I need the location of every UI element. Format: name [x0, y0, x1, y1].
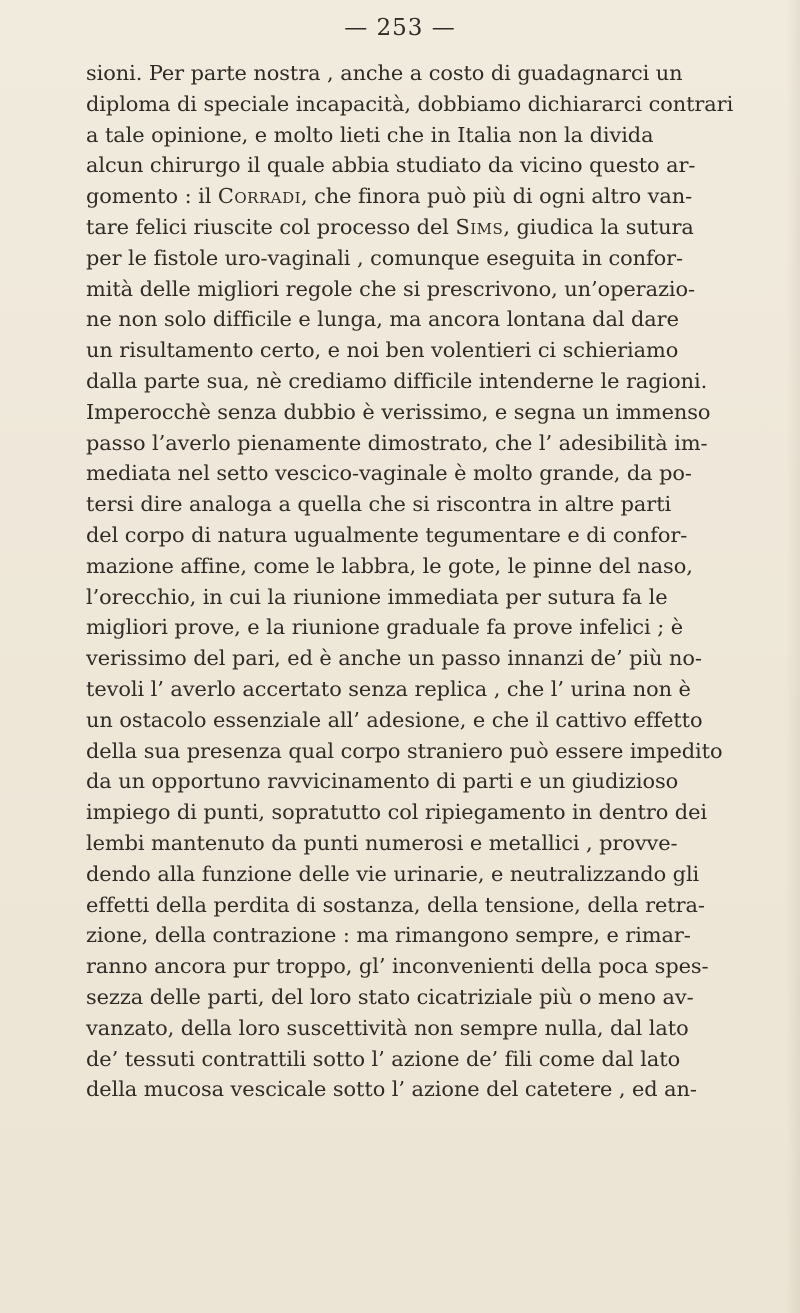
text-line: della mucosa vescicale sotto l’ azione del catetere , ed an- [86, 1077, 697, 1102]
text-line: lembi mantenuto da punti numerosi e metallici , provve- [86, 830, 678, 855]
text-line: da un opportuno ravvicinamento di parti e un giudizioso [86, 769, 679, 794]
text-line: mità delle migliori regole che si prescrivono, un’operazio- [86, 276, 695, 301]
text-line: passo l’averlo pienamente dimostrato, che l’ adesibilità im- [86, 430, 708, 455]
text-line: per le fistole uro-vaginali , comunque eseguita in confor- [86, 245, 684, 270]
text-line: dalla parte sua, nè crediamo difficile intenderne le ragioni. [86, 368, 708, 393]
text-line: dendo alla funzione delle vie urinarie, e neutralizzando gli [86, 861, 700, 886]
text-line: impiego di punti, sopratutto col ripiegamento in dentro dei [86, 800, 707, 825]
small-caps-name: Corradi [217, 184, 302, 209]
text-line: della sua presenza qual corpo straniero può essere impedito [86, 738, 723, 763]
page-number: — 253 — [344, 15, 456, 41]
small-caps-name: Sims [455, 214, 504, 239]
text-line: de’ tessuti contrattili sotto l’ azione de’ fili come dal lato [86, 1046, 681, 1071]
text-line: tare felici riuscite col processo del Sims, giudica la sutura [86, 214, 694, 239]
text-line: zione, della contrazione : ma rimangono sempre, e rimar- [86, 923, 691, 948]
text-line: l’orecchio, in cui la riunione immediata per sutura fa le [86, 584, 668, 609]
text-line: tevoli l’ averlo accertato senza replica , che l’ urina non è [86, 676, 691, 701]
text-line: ranno ancora pur troppo, gl’ inconvenienti della poca spes- [86, 954, 709, 979]
text-line: alcun chirurgo il quale abbia studiato da vicino questo ar- [86, 153, 696, 178]
text-line: vanzato, della loro suscettività non sempre nulla, dal lato [86, 1015, 689, 1040]
text-line: verissimo del pari, ed è anche un passo innanzi de’ più no- [86, 646, 702, 671]
text-line: a tale opinione, e molto lieti che in Italia non la divida [86, 122, 654, 147]
text-line: tersi dire analoga a quella che si riscontra in altre parti [86, 492, 672, 517]
text-line: un risultamento certo, e noi ben volentieri ci schieriamo [86, 338, 679, 363]
text-line: Imperocchè senza dubbio è verissimo, e segna un immenso [86, 399, 711, 424]
text-line: effetti della perdita di sostanza, della tensione, della retra- [86, 892, 705, 917]
text-line: un ostacolo essenziale all’ adesione, e che il cattivo effetto [86, 707, 703, 732]
text-line: migliori prove, e la riunione graduale fa prove infelici ; è [86, 615, 684, 640]
text-line: ne non solo difficile e lunga, ma ancora lontana dal dare [86, 307, 679, 332]
text-line: sezza delle parti, del loro stato cicatriziale più o meno av- [86, 984, 694, 1009]
text-line: diploma di speciale incapacità, dobbiamo dichiararci contrari [86, 91, 734, 116]
body-text [86, 58, 800, 1105]
text-line: mazione affine, come le labbra, le gote, le pinne del naso, [86, 553, 693, 578]
text-line: mediata nel setto vescico-vaginale è molto grande, da po- [86, 461, 692, 486]
text-line: gomento : il Corradi, che finora può più di ogni altro van- [86, 184, 693, 209]
text-line: sioni. Per parte nostra , anche a costo di guadagnarci un [86, 61, 683, 85]
text-line: del corpo di natura ugualmente tegumentare e di confor- [86, 522, 688, 547]
